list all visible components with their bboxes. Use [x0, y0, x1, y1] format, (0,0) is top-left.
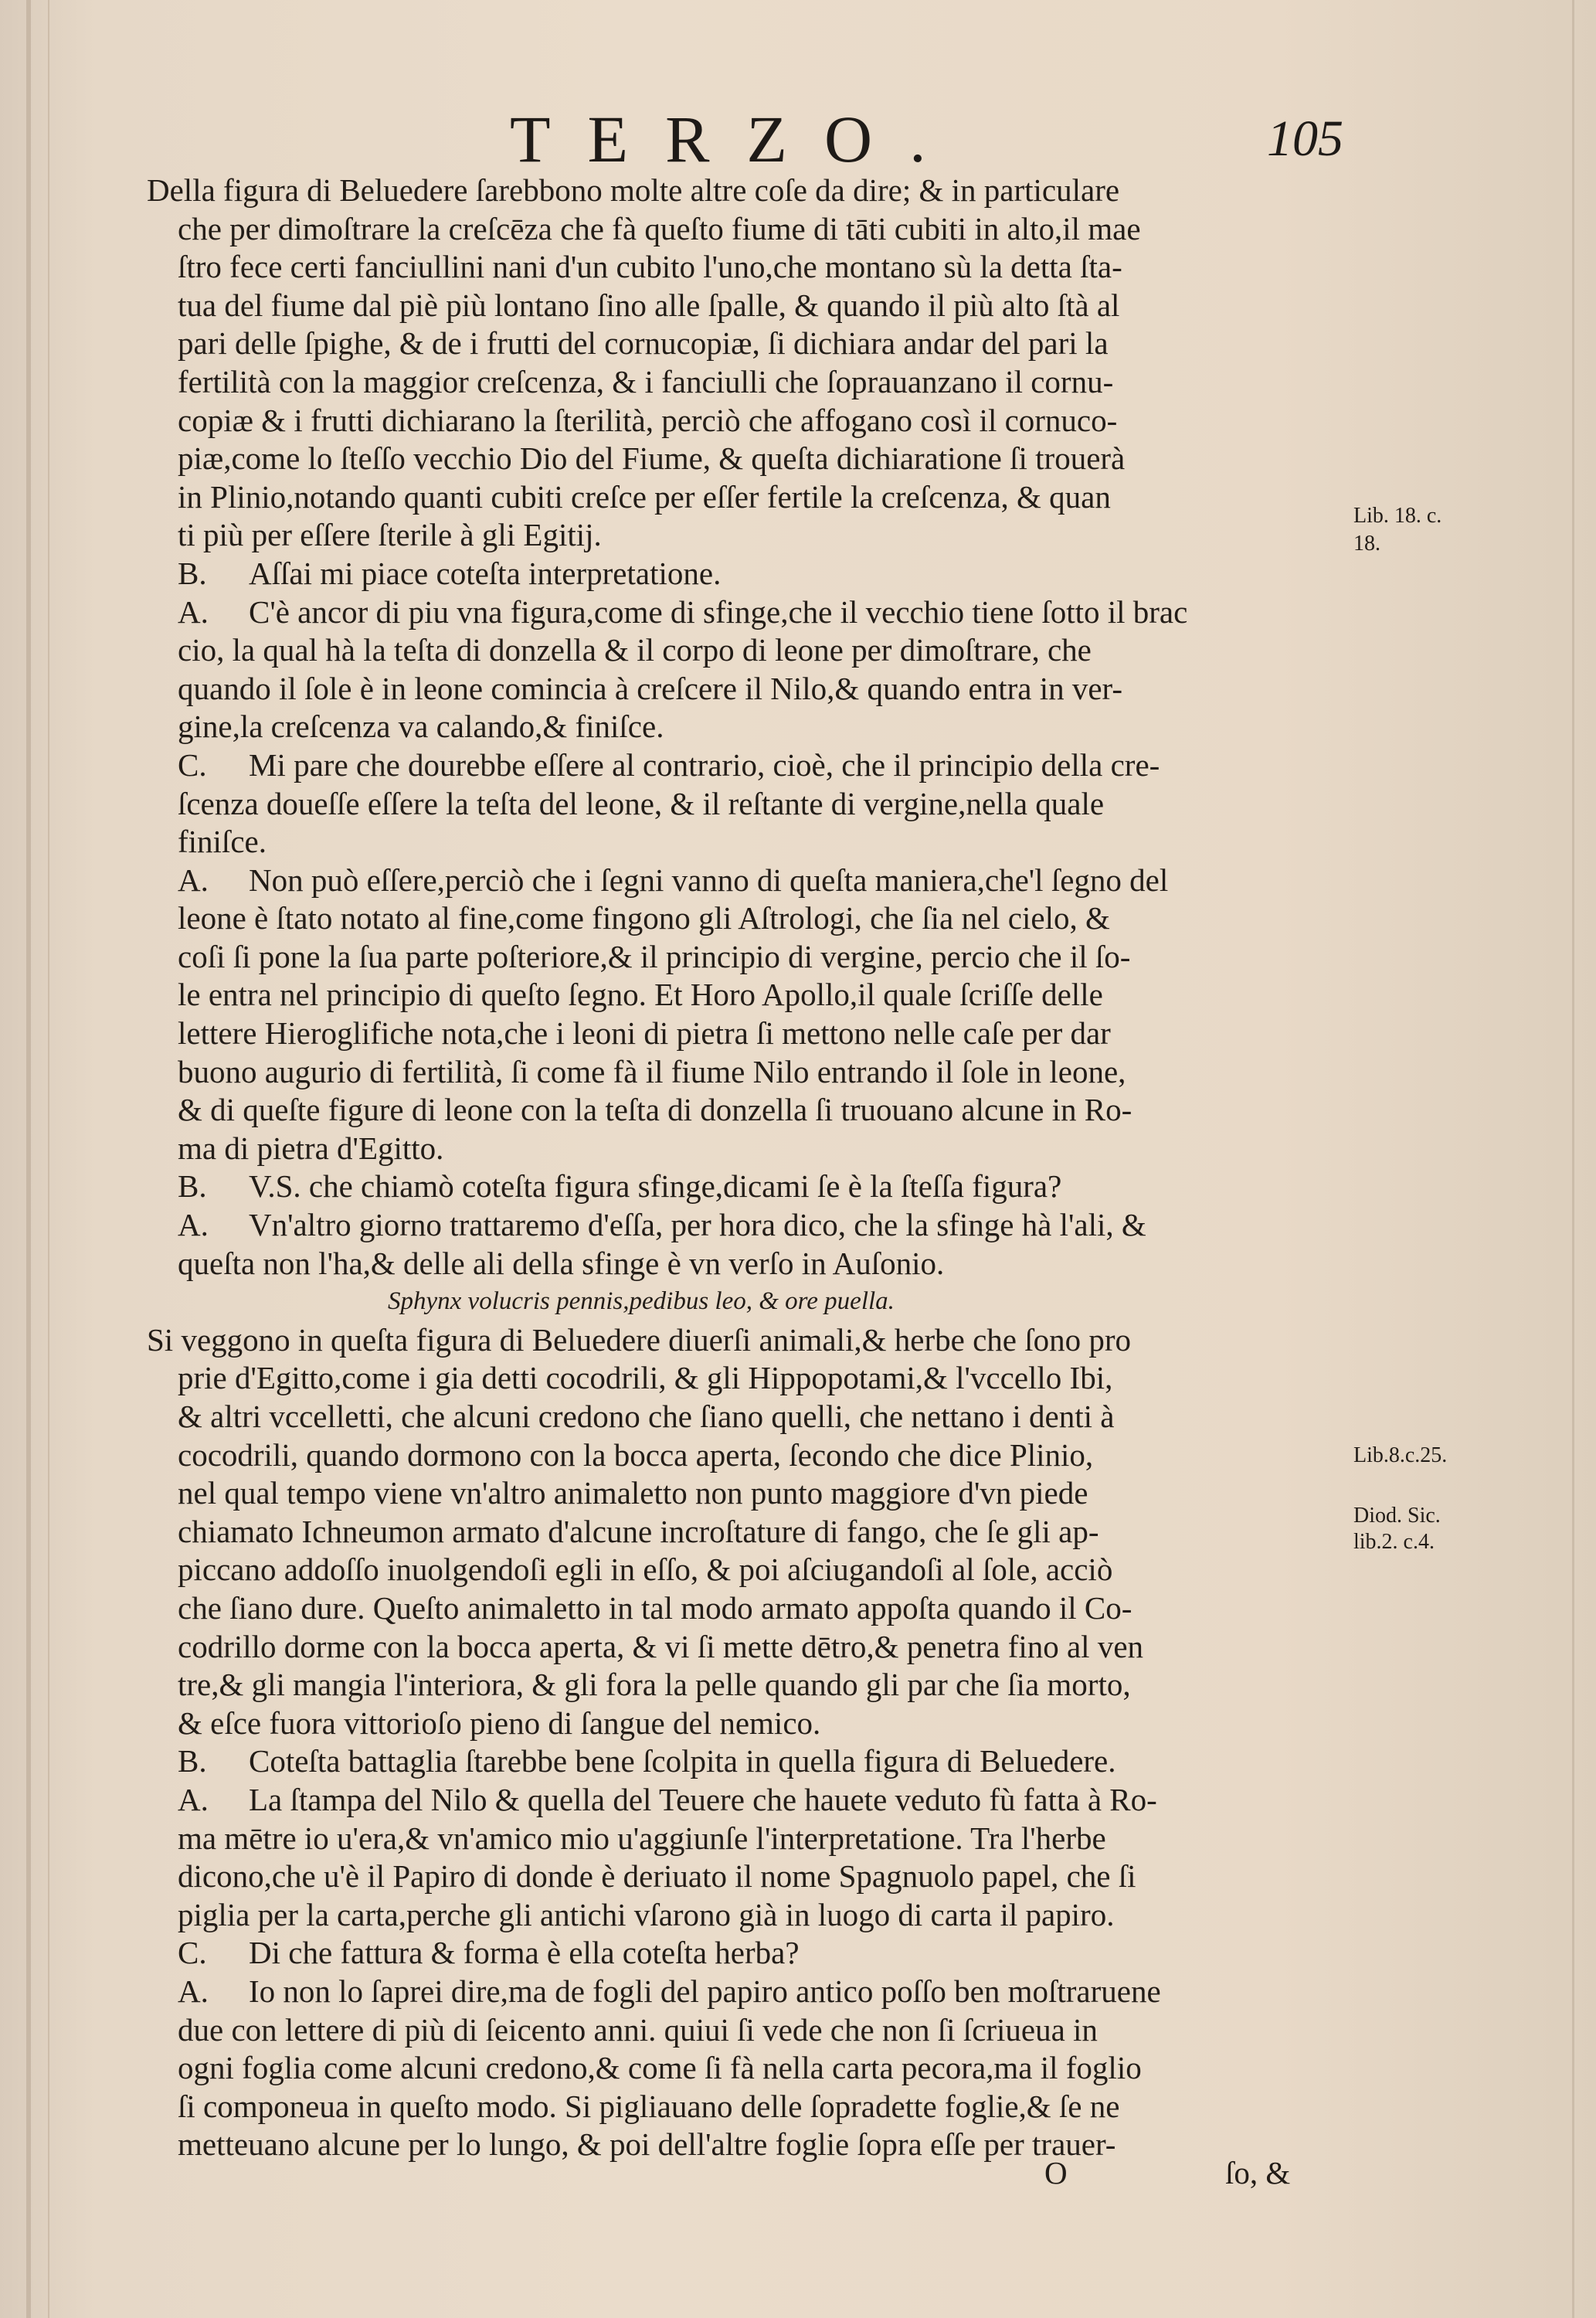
line-text: le entra nel principio di queſto ſegno. Et Horo Apollo,il quale ſcriſſe delle	[178, 977, 1103, 1013]
margin-note: Lib. 18. c.	[1353, 504, 1442, 528]
speaker-label: B.	[178, 1743, 207, 1779]
text-line	[147, 1167, 1367, 1206]
text-line: piccano addoſſo inuolgendoſi egli in eſſo, & poi aſciugandoſi al ſole, acciò	[178, 1552, 1113, 1588]
margin-note: lib.2. c.4.	[1353, 1530, 1435, 1554]
text-line	[147, 2011, 1367, 2050]
speaker-label: C.	[178, 746, 207, 783]
text-line	[147, 785, 1367, 824]
text-line: & altri vccelletti, che alcuni credono che ſiano quelli, che nettano i denti à	[178, 1399, 1115, 1434]
text-line	[147, 2126, 1367, 2164]
text-line: nel qual tempo viene vn'altro animaletto non punto maggiore d'vn piede	[178, 1475, 1088, 1511]
text-line: fertilità con la maggior creſcenza, & i fanciulli che ſoprauanzano il cornu-	[178, 363, 1114, 399]
line-text: piglia per la carta,perche gli antichi vſarono già in luogo di carta il papiro.	[178, 1896, 1115, 1932]
text-line	[147, 1091, 1367, 1130]
text-line	[147, 631, 1367, 670]
text-line: che ſiano dure. Queſto animaletto in tal modo armato appoſta quando il Co-	[178, 1589, 1132, 1626]
text-line	[147, 1053, 1367, 1092]
line-text: coſi ſi pone la ſua parte poſteriore,& il principio di vergine, percio che il ſo-	[178, 938, 1131, 974]
binding-crease	[48, 0, 49, 2318]
line-text: Io non lo ſaprei dire,ma de fogli del papiro antico poſſo ben moſtraruene	[249, 1973, 1161, 2009]
catchword: ſo, &	[1225, 2155, 1291, 2191]
text-line: che per dimoſtrare la creſcēza che fà queſto fiume di tāti cubiti in alto,il mae	[178, 210, 1141, 246]
margin-note: 18.	[1353, 532, 1380, 556]
text-line: & eſce fuora vittorioſo pieno di ſangue del nemico.	[178, 1705, 821, 1741]
text-line	[147, 1857, 1367, 1896]
line-text: Vn'altro giorno trattaremo d'eſſa, per hora dico, che la sfinge hà l'ali, &	[249, 1207, 1146, 1243]
line-text: ſi componeua in queſto modo. Si pigliauano delle ſopradette foglie,& ſe ne	[178, 2088, 1120, 2124]
text-line	[147, 862, 1367, 900]
page-edge	[1572, 0, 1574, 2318]
speaker-label: B.	[178, 1168, 207, 1205]
text-line	[147, 2049, 1367, 2088]
margin-note: Lib.8.c.25.	[1353, 1443, 1448, 1467]
line-text: lettere Hieroglifiche nota,che i leoni di pietra ſi mettono nelle caſe per dar	[178, 1015, 1111, 1052]
speaker-label: C.	[178, 1935, 207, 1971]
text-line	[147, 1934, 1367, 1973]
running-title: TERZO.	[510, 102, 963, 176]
speaker-label: A.	[178, 1207, 209, 1243]
line-text: La ſtampa del Nilo & quella del Teuere che hauete veduto fù fatta à Ro-	[249, 1781, 1157, 1817]
line-text: Aſſai mi piace coteſta interpretatione.	[249, 555, 722, 591]
text-line	[147, 1015, 1367, 1053]
text-line: chiamato Ichneumon armato d'alcune incroſtature di fango, che ſe gli ap-	[178, 1513, 1099, 1549]
line-text: leone è ſtato notato al fine,come fingono gli Aſtrologi, che ſia nel cielo, &	[178, 900, 1110, 936]
text-line	[147, 1245, 1367, 1283]
verse-quotation: Sphynx volucris pennis,pedibus leo, & ore puella.	[388, 1287, 895, 1316]
text-line: Della figura di Beluedere ſarebbono molte altre coſe da dire; & in particulare	[147, 172, 1120, 208]
running-header	[0, 100, 1596, 176]
line-text: gine,la creſcenza va calando,& finiſce.	[178, 709, 664, 745]
text-line	[147, 2088, 1367, 2126]
text-line: piæ,come lo ſteſſo vecchio Dio del Fiume, & queſta dichiaratione ſi trouerà	[178, 440, 1126, 477]
text-line	[147, 1742, 1367, 1781]
text-line: copiæ & i frutti dichiarano la ſterilità, perciò che affogano così il cornuco-	[178, 402, 1118, 438]
text-line	[147, 1896, 1367, 1935]
text-line: tua del fiume dal piè più lontano ſino alle ſpalle, & quando il più alto ſtà al	[178, 287, 1120, 323]
line-text: quando il ſole è in leone comincia à creſcere il Nilo,& quando entra in ver-	[178, 670, 1123, 706]
speaker-label: B.	[178, 555, 207, 591]
signature-mark: O	[1044, 2155, 1068, 2191]
line-text: buono augurio di fertilità, ſi come fà il fiume Nilo entrando il ſole in leone,	[178, 1053, 1126, 1089]
text-line	[147, 1820, 1367, 1858]
line-text: queſta non l'ha,& delle ali della sfinge è vn verſo in Auſonio.	[178, 1245, 945, 1281]
line-text: due con lettere di più di ſeicento anni. quiui ſi vede che non ſi ſcriueua in	[178, 2011, 1098, 2048]
text-line	[147, 593, 1367, 632]
speaker-label: A.	[178, 1781, 209, 1817]
text-line: Si veggono in queſta figura di Beluedere diuerſi animali,& herbe che ſono pro	[147, 1321, 1132, 1358]
line-text: V.S. che chiamò coteſta figura sfinge,dicami ſe è la ſteſſa figura?	[249, 1168, 1062, 1205]
text-line	[147, 823, 1367, 862]
margin-note: Diod. Sic.	[1353, 1504, 1441, 1528]
text-line	[147, 938, 1367, 977]
line-text: C'è ancor di piu vna figura,come di sfinge,che il vecchio tiene ſotto il brac	[249, 593, 1188, 630]
text-body	[147, 172, 1367, 2164]
text-line	[147, 1206, 1367, 1245]
line-text: ma mētre io u'era,& vn'amico mio u'aggiunſe l'interpretatione. Tra l'herbe	[178, 1820, 1106, 1856]
speaker-label: A.	[178, 593, 209, 630]
line-text: ogni foglia come alcuni credono,& come ſi fà nella carta pecora,ma il foglio	[178, 2050, 1142, 2086]
line-text: cio, la qual hà la teſta di donzella & il corpo di leone per dimoſtrare, che	[178, 632, 1092, 668]
text-line	[147, 708, 1367, 746]
line-text: Mi pare che dourebbe eſſere al contrario, cioè, che il principio della cre-	[249, 746, 1160, 783]
text-line: prie d'Egitto,come i gia detti cocodrili, & gli Hippopotami,& l'vccello Ibi,	[178, 1360, 1113, 1396]
text-line	[147, 555, 1367, 593]
text-line: cocodrili, quando dormono con la bocca aperta, ſecondo che dice Plinio,	[178, 1436, 1094, 1473]
text-line	[147, 1130, 1367, 1168]
line-text: finiſce.	[178, 824, 267, 860]
line-text: Non può eſſere,perciò che i ſegni vanno di queſta maniera,che'l ſegno del	[249, 862, 1169, 898]
text-line	[147, 976, 1367, 1015]
text-line: codrillo dorme con la bocca aperta, & vi ſi mette dētro,& penetra fino al ven	[178, 1628, 1144, 1664]
line-text: ſcenza doueſſe eſſere la teſta del leone, & il reſtante di vergine,nella quale	[178, 785, 1105, 821]
text-line	[147, 670, 1367, 709]
text-line	[147, 1973, 1367, 2011]
text-line: in Plinio,notando quanti cubiti creſce per eſſer fertile la creſcenza, & quan	[178, 478, 1111, 515]
line-text: Coteſta battaglia ſtarebbe bene ſcolpita in quella figura di Beluedere.	[249, 1743, 1116, 1779]
text-line: tre,& gli mangia l'interiora, & gli fora la pelle quando gli par che ſia morto,	[178, 1667, 1131, 1703]
binding-fold	[26, 0, 31, 2318]
speaker-label: A.	[178, 862, 209, 898]
text-line: ti più per eſſere ſterile à gli Egitij.	[178, 517, 602, 553]
text-line	[147, 1781, 1367, 1820]
line-text: & di queſte figure di leone con la teſta di donzella ſi truouano alcune in Ro-	[178, 1092, 1132, 1128]
line-text: metteuano alcune per lo lungo, & poi dell'altre foglie ſopra eſſe per trauer-	[178, 2126, 1116, 2163]
page-number: 105	[1267, 110, 1343, 167]
line-text: Di che fattura & forma è ella coteſta herba?	[249, 1935, 800, 1971]
line-text: ma di pietra d'Egitto.	[178, 1130, 444, 1166]
text-line: pari delle ſpighe, & de i frutti del cornucopiæ, ſi dichiara andar del pari la	[178, 325, 1109, 362]
text-line: ſtro fece certi fanciullini nani d'un cubito l'uno,che montano sù la detta ſta-	[178, 249, 1122, 285]
text-line	[147, 899, 1367, 938]
speaker-label: A.	[178, 1973, 209, 2009]
text-line	[147, 746, 1367, 785]
line-text: dicono,che u'è il Papiro di donde è deriuato il nome Spagnuolo papel, che ſi	[178, 1858, 1136, 1895]
